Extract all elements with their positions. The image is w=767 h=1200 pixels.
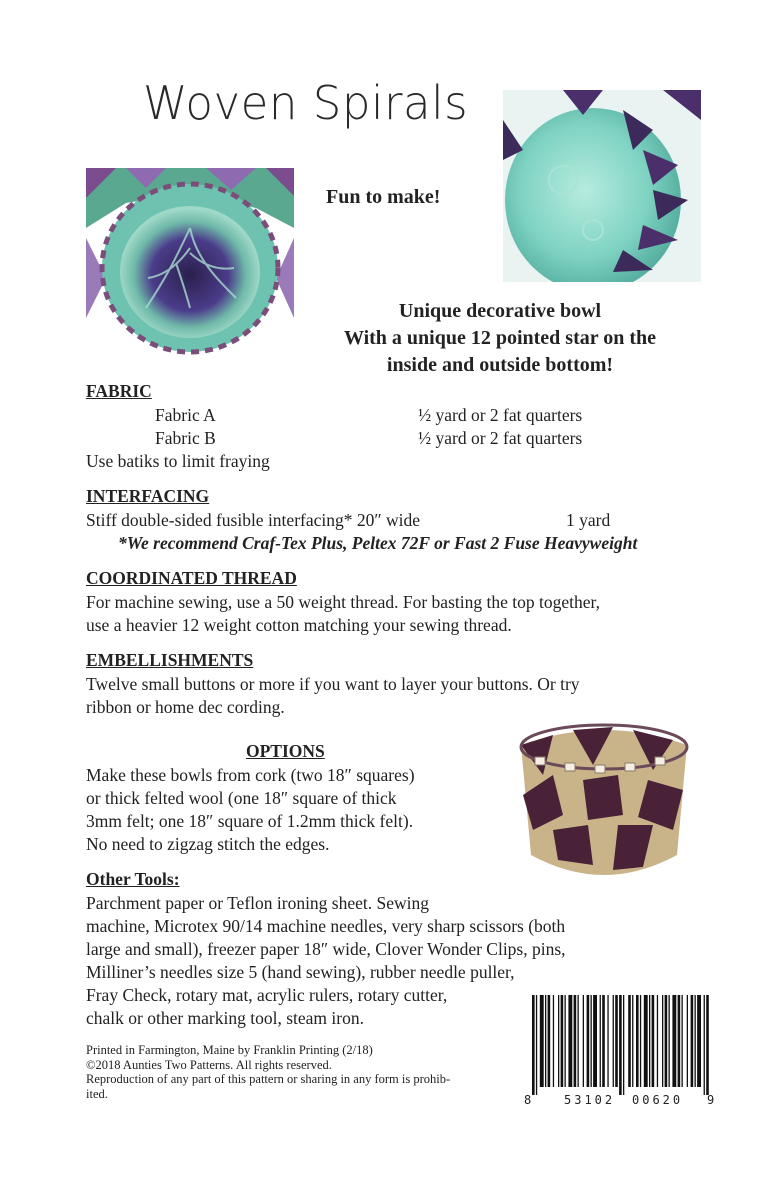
footer-line-2: ©2018 Aunties Two Patterns. All rights reserved. [86, 1057, 332, 1072]
fabric-b-amount: ½ yard or 2 fat quarters [418, 428, 583, 448]
tools-line-6: chalk or other marking tool, steam iron. [86, 1008, 364, 1028]
fabric-heading: FABRIC [86, 381, 152, 401]
cork-bowl-photo [513, 705, 695, 885]
embellishments-heading: EMBELLISHMENTS [86, 650, 254, 670]
interfacing-item: Stiff double-sided fusible interfacing* 20″ wide [86, 510, 421, 530]
pattern-title: Woven Spirals [143, 76, 469, 130]
bowl-interior-photo [86, 168, 294, 358]
footer-line-4: ited. [86, 1086, 108, 1101]
options-heading: OPTIONS [246, 741, 325, 761]
fabric-a-amount: ½ yard or 2 fat quarters [418, 405, 583, 425]
bowl-star-bottom-photo [503, 90, 701, 282]
tools-heading: Other Tools: [86, 869, 180, 889]
thread-heading: COORDINATED THREAD [86, 568, 297, 588]
interfacing-heading: INTERFACING [86, 486, 210, 506]
barcode-digits-left: 53102 [564, 1093, 616, 1107]
description-block [300, 298, 700, 379]
barcode-digit-last: 9 [707, 1093, 715, 1107]
interfacing-note: *We recommend Craf-Tex Plus, Peltex 72F or Fast 2 Fuse Heavyweight [118, 533, 638, 553]
fabric-b-name: Fabric B [155, 428, 216, 448]
tools-line-1: Parchment paper or Teflon ironing sheet. Sewing [86, 893, 430, 913]
footer-line-3: Reproduction of any part of this pattern or sharing in any form is prohib- [86, 1072, 451, 1086]
tools-line-2: machine, Microtex 90/14 machine needles, very sharp scissors (both [86, 916, 566, 936]
embellishments-line-2: ribbon or home dec cording. [86, 697, 285, 717]
fabric-note: Use batiks to limit fraying [86, 451, 270, 471]
barcode-digits-right: 00620 [632, 1093, 684, 1107]
tools-line-5: Fray Check, rotary mat, acrylic rulers, rotary cutter, [86, 985, 448, 1005]
description-line-1: Unique decorative bowl [398, 300, 602, 322]
footer-block [86, 1043, 506, 1101]
barcode-digit-first: 8 [524, 1093, 532, 1107]
options-line-2: or thick felted wool (one 18″ square of thick [86, 788, 397, 808]
upc-barcode [524, 995, 716, 1110]
options-line-3: 3mm felt; one 18″ square of 1.2mm thick felt). [86, 811, 414, 831]
tools-line-4: Milliner’s needles size 5 (hand sewing), rubber needle puller, [86, 962, 515, 982]
thread-line-2: use a heavier 12 weight cotton matching your sewing thread. [86, 615, 512, 635]
tools-line-3: large and small), freezer paper 18″ wide, Clover Wonder Clips, pins, [86, 939, 566, 959]
barcode-bars [524, 995, 716, 1095]
fabric-a-name: Fabric A [155, 405, 216, 425]
description-line-3: inside and outside bottom! [386, 354, 614, 376]
options-line-1: Make these bowls from cork (two 18″ squares) [86, 765, 415, 785]
thread-line-1: For machine sewing, use a 50 weight thread. For basting the top together, [86, 592, 600, 612]
description-line-2: With a unique 12 pointed star on the [343, 327, 657, 349]
footer-line-1: Printed in Farmington, Maine by Franklin Printing (2/18) [86, 1043, 373, 1057]
tagline-fun: Fun to make! [326, 186, 441, 208]
options-line-4: No need to zigzag stitch the edges. [86, 834, 330, 854]
embellishments-line-1: Twelve small buttons or more if you want to layer your buttons. Or try [86, 674, 580, 694]
interfacing-amount: 1 yard [566, 510, 611, 530]
